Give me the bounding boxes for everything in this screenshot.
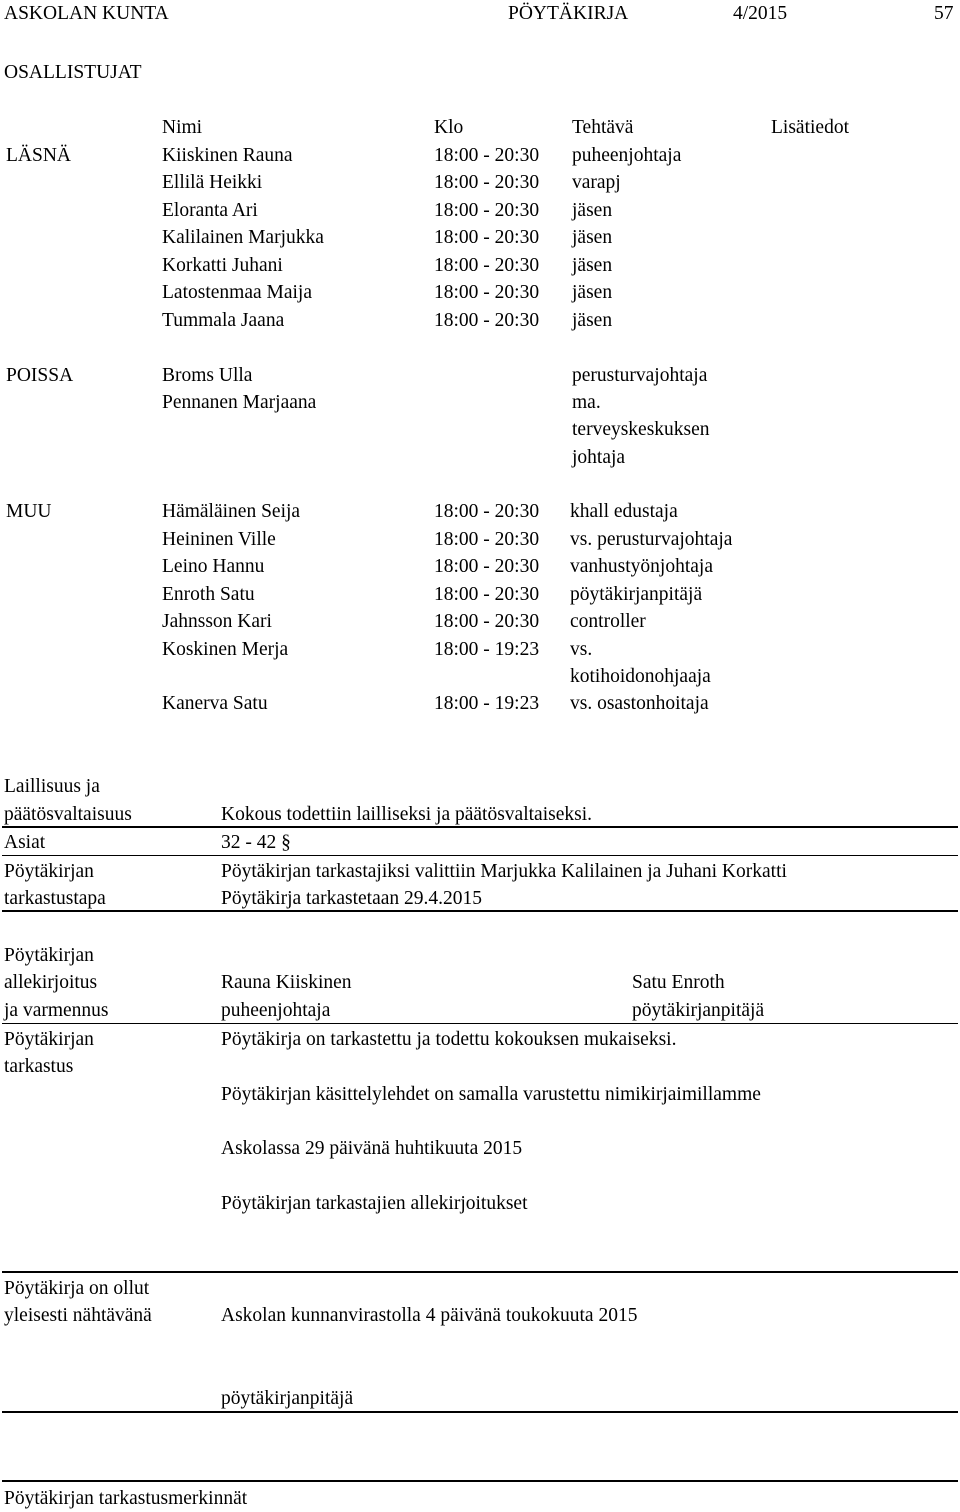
participant-role-continued: terveyskeskuksen xyxy=(572,419,710,440)
page-number: 57 xyxy=(934,3,954,24)
participant-name: Broms Ulla xyxy=(162,365,253,386)
public-display-label: yleisesti nähtävänä xyxy=(4,1305,152,1326)
signer-role: puheenjohtaja xyxy=(221,1000,331,1021)
participant-role: varapj xyxy=(572,172,621,193)
participant-name: Kalilainen Marjukka xyxy=(162,227,324,248)
document-type: PÖYTÄKIRJA xyxy=(508,3,629,24)
inspection-text: Pöytäkirja on tarkastettu ja todettu kokouksen mukaiseksi. xyxy=(221,1029,677,1050)
participant-role: vanhustyönjohtaja xyxy=(570,556,713,577)
column-header-role: Tehtävä xyxy=(572,117,634,138)
participant-name: Leino Hannu xyxy=(162,556,265,577)
public-display-text: Askolan kunnanvirastolla 4 päivänä toukokuuta 2015 xyxy=(221,1305,638,1326)
group-label-other: MUU xyxy=(6,501,52,522)
participant-time: 18:00 - 20:30 xyxy=(434,611,540,632)
divider xyxy=(2,910,958,912)
signature-label: allekirjoitus xyxy=(4,972,98,993)
participant-time: 18:00 - 19:23 xyxy=(434,693,540,714)
legality-label: päätösvaltaisuus xyxy=(4,804,132,825)
signer-name: Rauna Kiiskinen xyxy=(221,972,352,993)
inspection-label: Pöytäkirjan xyxy=(4,1029,94,1050)
inspection-signatures-label: Pöytäkirjan tarkastajien allekirjoitukset xyxy=(221,1193,528,1214)
participant-time: 18:00 - 19:23 xyxy=(434,639,540,660)
inspection-text: Pöytäkirjan käsittelylehdet on samalla varustettu nimikirjaimillamme xyxy=(221,1084,761,1105)
participant-time: 18:00 - 20:30 xyxy=(434,584,540,605)
participant-time: 18:00 - 20:30 xyxy=(434,145,540,166)
participant-role: vs. osastonhoitaja xyxy=(570,693,709,714)
divider xyxy=(2,1480,958,1482)
participant-role: vs. perusturvajohtaja xyxy=(570,529,733,550)
participant-time: 18:00 - 20:30 xyxy=(434,556,540,577)
participant-time: 18:00 - 20:30 xyxy=(434,255,540,276)
participant-name: Ellilä Heikki xyxy=(162,172,263,193)
signature-label: Pöytäkirjan xyxy=(4,945,94,966)
participant-role: jäsen xyxy=(572,227,613,248)
inspection-place-date: Askolassa 29 päivänä huhtikuuta 2015 xyxy=(221,1138,523,1159)
public-display-label: Pöytäkirja on ollut xyxy=(4,1278,150,1299)
column-header-name: Nimi xyxy=(162,117,203,138)
inspection-method-text: Pöytäkirjan tarkastajiksi valittiin Marjukka Kalilainen ja Juhani Korkatti xyxy=(221,861,787,882)
column-header-extra: Lisätiedot xyxy=(771,117,849,138)
participant-time: 18:00 - 20:30 xyxy=(434,310,540,331)
participant-time: 18:00 - 20:30 xyxy=(434,282,540,303)
participant-role: jäsen xyxy=(572,255,613,276)
group-label-present: LÄSNÄ xyxy=(6,145,72,166)
divider xyxy=(2,855,958,856)
participant-name: Tummala Jaana xyxy=(162,310,285,331)
footer-label: Pöytäkirjan tarkastusmerkinnät xyxy=(4,1488,248,1509)
divider xyxy=(2,1023,958,1024)
participant-role: khall edustaja xyxy=(570,501,678,522)
inspection-method-text: Pöytäkirja tarkastetaan 29.4.2015 xyxy=(221,888,483,909)
inspection-label: tarkastus xyxy=(4,1056,74,1077)
participant-name: Pennanen Marjaana xyxy=(162,392,317,413)
participant-name: Korkatti Juhani xyxy=(162,255,283,276)
participant-name: Eloranta Ari xyxy=(162,200,258,221)
participant-role: puheenjohtaja xyxy=(572,145,682,166)
matters-value: 32 - 42 § xyxy=(221,832,291,853)
participant-name: Jahnsson Kari xyxy=(162,611,272,632)
participant-time: 18:00 - 20:30 xyxy=(434,172,540,193)
signer-name: Satu Enroth xyxy=(632,972,725,993)
divider xyxy=(2,1271,958,1273)
document-number: 4/2015 xyxy=(733,3,788,24)
signature-label: ja varmennus xyxy=(4,1000,109,1021)
participant-role: jäsen xyxy=(572,282,613,303)
participant-role: jäsen xyxy=(572,310,613,331)
section-title: OSALLISTUJAT xyxy=(4,62,142,83)
participant-role: jäsen xyxy=(572,200,613,221)
participant-name: Latostenmaa Maija xyxy=(162,282,312,303)
matters-label: Asiat xyxy=(4,832,46,853)
participant-role: ma. xyxy=(572,392,601,413)
participant-name: Enroth Satu xyxy=(162,584,255,605)
participant-name: Koskinen Merja xyxy=(162,639,289,660)
inspection-method-label: tarkastustapa xyxy=(4,888,106,909)
public-display-signer-role: pöytäkirjanpitäjä xyxy=(221,1388,354,1409)
participant-role: pöytäkirjanpitäjä xyxy=(570,584,703,605)
participant-name: Kiiskinen Rauna xyxy=(162,145,293,166)
divider xyxy=(2,826,958,828)
participant-role: perusturvajohtaja xyxy=(572,365,708,386)
participant-time: 18:00 - 20:30 xyxy=(434,529,540,550)
participant-time: 18:00 - 20:30 xyxy=(434,200,540,221)
divider xyxy=(2,1411,958,1413)
participant-time: 18:00 - 20:30 xyxy=(434,501,540,522)
participant-role-continued: kotihoidonohjaaja xyxy=(570,666,711,687)
participant-role: controller xyxy=(570,611,646,632)
participant-time: 18:00 - 20:30 xyxy=(434,227,540,248)
signer-role: pöytäkirjanpitäjä xyxy=(632,1000,765,1021)
legality-text: Kokous todettiin lailliseksi ja päätösvaltaiseksi. xyxy=(221,804,592,825)
organization-name: ASKOLAN KUNTA xyxy=(4,3,169,24)
group-label-absent: POISSA xyxy=(6,365,74,386)
inspection-method-label: Pöytäkirjan xyxy=(4,861,94,882)
participant-name: Hämäläinen Seija xyxy=(162,501,301,522)
participant-role: vs. xyxy=(570,639,593,660)
participant-name: Heininen Ville xyxy=(162,529,276,550)
column-header-time: Klo xyxy=(434,117,464,138)
participant-role-continued: johtaja xyxy=(572,447,626,468)
participant-name: Kanerva Satu xyxy=(162,693,268,714)
legality-label: Laillisuus ja xyxy=(4,776,100,797)
